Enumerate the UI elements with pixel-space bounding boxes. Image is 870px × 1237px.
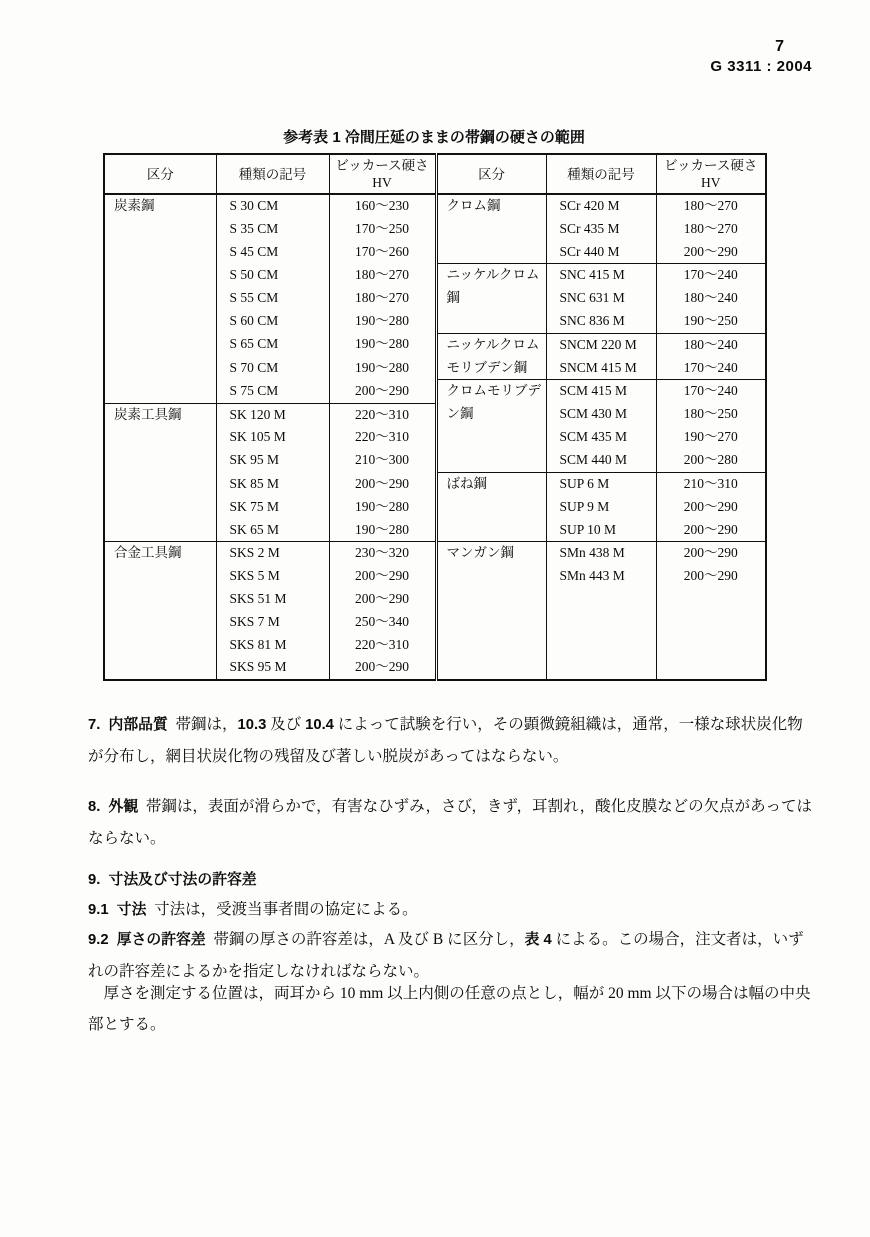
symbol-cell: SKS 81 M — [216, 634, 329, 657]
category-cell: ニッケルクロムモリブデン鋼 — [436, 333, 546, 380]
hardness-cell: 180〜270 — [656, 218, 766, 241]
hardness-cell: 160〜230 — [329, 194, 436, 218]
hardness-cell: 200〜290 — [656, 496, 766, 519]
symbol-cell: SKS 51 M — [216, 588, 329, 611]
symbol-cell: SCM 435 M — [546, 426, 656, 449]
hardness-cell: 200〜290 — [329, 565, 436, 588]
symbol-cell: S 70 CM — [216, 357, 329, 380]
category-cell: クロム鋼 — [436, 194, 546, 264]
symbol-cell: SCr 435 M — [546, 218, 656, 241]
symbol-cell: SUP 6 M — [546, 473, 656, 496]
text-run: 10.4 — [305, 717, 334, 733]
symbol-cell: S 30 CM — [216, 194, 329, 218]
section-9-heading — [88, 864, 818, 896]
hardness-cell: 210〜300 — [329, 449, 436, 472]
text-run: 9.1 寸法 — [88, 902, 147, 918]
text-run: 10.3 — [237, 717, 267, 733]
table-row — [104, 542, 766, 565]
text-run: 9. 寸法及び寸法の許容差 — [88, 872, 257, 888]
section-8-appearance — [88, 791, 818, 854]
symbol-cell: SK 95 M — [216, 449, 329, 472]
hardness-cell: 200〜290 — [329, 473, 436, 496]
text-run: 9.2 厚さの許容差 — [88, 932, 206, 948]
symbol-cell: SK 120 M — [216, 403, 329, 426]
text-run: 帯鋼は， — [167, 716, 238, 733]
section-9-1-dimensions — [88, 894, 818, 926]
hardness-cell — [656, 611, 766, 634]
table-row — [104, 194, 766, 218]
text-run: 8. 外観 — [88, 799, 139, 815]
header-hardness-line: ビッカース硬さ — [335, 158, 429, 173]
category-cell: 炭素工具鋼 — [104, 403, 216, 542]
symbol-cell: SCr 420 M — [546, 194, 656, 218]
symbol-cell: SK 65 M — [216, 519, 329, 542]
header-hardness — [329, 154, 436, 194]
hardness-cell — [656, 588, 766, 611]
hardness-cell: 220〜310 — [329, 634, 436, 657]
hardness-cell: 220〜310 — [329, 403, 436, 426]
hardness-cell: 190〜280 — [329, 310, 436, 333]
hardness-cell: 170〜240 — [656, 380, 766, 403]
hardness-cell: 170〜240 — [656, 357, 766, 380]
section-7-internal-quality — [88, 709, 818, 772]
hardness-cell: 180〜240 — [656, 287, 766, 310]
hardness-cell: 250〜340 — [329, 611, 436, 634]
header-hardness-line: ビッカース硬さ — [664, 158, 758, 173]
table-header-row — [104, 154, 766, 194]
header-category: 区分 — [104, 154, 216, 194]
symbol-cell: SCM 440 M — [546, 449, 656, 472]
text-run: によって試験を行い，その顕微鏡組織は，通常，一様な球状炭化物が分布し，網目状炭化物の残留及び著しい脱炭があってはならない。 — [88, 716, 803, 765]
hardness-cell: 200〜290 — [656, 565, 766, 588]
hardness-cell: 180〜240 — [656, 333, 766, 356]
symbol-cell: SUP 9 M — [546, 496, 656, 519]
hardness-cell: 200〜290 — [329, 656, 436, 680]
symbol-cell: SNC 836 M — [546, 310, 656, 333]
header-hardness-line: HV — [701, 175, 721, 190]
hardness-cell: 190〜280 — [329, 357, 436, 380]
symbol-cell: SK 85 M — [216, 473, 329, 496]
symbol-cell: S 45 CM — [216, 241, 329, 264]
symbol-cell — [546, 588, 656, 611]
header-hardness — [656, 154, 766, 194]
page-header — [710, 38, 812, 78]
symbol-cell: S 50 CM — [216, 264, 329, 287]
hardness-cell: 200〜290 — [656, 241, 766, 264]
symbol-cell: SCM 415 M — [546, 380, 656, 403]
symbol-cell: SK 105 M — [216, 426, 329, 449]
hardness-cell: 190〜270 — [656, 426, 766, 449]
hardness-cell: 200〜290 — [329, 380, 436, 403]
hardness-cell: 170〜250 — [329, 218, 436, 241]
symbol-cell: S 55 CM — [216, 287, 329, 310]
hardness-cell: 190〜280 — [329, 333, 436, 356]
symbol-cell: SNCM 415 M — [546, 357, 656, 380]
hardness-cell: 210〜310 — [656, 473, 766, 496]
symbol-cell: SKS 5 M — [216, 565, 329, 588]
text-run: 厚さを測定する位置は，両耳から 10 mm 以上内側の任意の点とし，幅が 20 mm 以下の場合は幅の中央部とする。 — [88, 985, 811, 1033]
symbol-cell: S 60 CM — [216, 310, 329, 333]
text-run: 表 4 — [524, 932, 552, 948]
symbol-cell: SNCM 220 M — [546, 333, 656, 356]
hardness-cell: 170〜260 — [329, 241, 436, 264]
hardness-cell — [656, 634, 766, 657]
symbol-cell — [546, 656, 656, 680]
category-cell: 合金工具鋼 — [104, 542, 216, 680]
symbol-cell: SKS 7 M — [216, 611, 329, 634]
hardness-cell: 200〜290 — [656, 542, 766, 565]
symbol-cell: SNC 415 M — [546, 264, 656, 287]
symbol-cell — [546, 634, 656, 657]
hardness-cell: 200〜290 — [329, 588, 436, 611]
text-run: 帯鋼の厚さの許容差は，A 及び B に区分し， — [205, 931, 525, 948]
header-symbol: 種類の記号 — [216, 154, 329, 194]
category-cell: ばね鋼 — [436, 473, 546, 542]
symbol-cell: SNC 631 M — [546, 287, 656, 310]
text-run: 7. 内部品質 — [88, 717, 168, 733]
hardness-cell — [656, 656, 766, 680]
hardness-cell: 170〜240 — [656, 264, 766, 287]
page-number: 7 — [775, 38, 784, 55]
hardness-cell: 220〜310 — [329, 426, 436, 449]
hardness-cell: 180〜270 — [329, 264, 436, 287]
text-run: 寸法は，受渡当事者間の協定による。 — [146, 901, 418, 918]
category-cell: クロムモリブデン鋼 — [436, 380, 546, 473]
symbol-cell: SCM 430 M — [546, 403, 656, 426]
symbol-cell: SCr 440 M — [546, 241, 656, 264]
hardness-cell: 190〜280 — [329, 496, 436, 519]
hardness-cell: 180〜250 — [656, 403, 766, 426]
hardness-table — [103, 153, 767, 681]
header-hardness-line: HV — [372, 175, 392, 190]
table-title: 参考表 1 冷間圧延のままの帯鋼の硬さの範囲 — [283, 129, 585, 146]
hardness-cell: 190〜250 — [656, 310, 766, 333]
hardness-cell: 230〜320 — [329, 542, 436, 565]
text-run: 帯鋼は，表面が滑らかで，有害なひずみ，さび，きず，耳割れ，酸化皮膜などの欠点があってはならない。 — [88, 798, 812, 847]
category-cell: ニッケルクロム鋼 — [436, 264, 546, 333]
symbol-cell: SUP 10 M — [546, 519, 656, 542]
header-category: 区分 — [436, 154, 546, 194]
symbol-cell: S 75 CM — [216, 380, 329, 403]
symbol-cell: SKS 2 M — [216, 542, 329, 565]
hardness-cell: 180〜270 — [329, 287, 436, 310]
symbol-cell: SMn 443 M — [546, 565, 656, 588]
header-symbol: 種類の記号 — [546, 154, 656, 194]
symbol-cell — [546, 611, 656, 634]
hardness-cell: 180〜270 — [656, 194, 766, 218]
text-run: による。この場合，注文者は，いずれの許容差によるかを指定しなければならない。 — [88, 931, 804, 980]
hardness-cell: 200〜290 — [656, 519, 766, 542]
symbol-cell: S 65 CM — [216, 333, 329, 356]
symbol-cell: SKS 95 M — [216, 656, 329, 680]
text-run: 及び — [266, 716, 306, 733]
symbol-cell: S 35 CM — [216, 218, 329, 241]
symbol-cell: SMn 438 M — [546, 542, 656, 565]
section-9-2-measuring-position — [88, 978, 818, 1040]
standard-code: G 3311 : 2004 — [710, 58, 812, 75]
hardness-cell: 200〜280 — [656, 449, 766, 472]
category-cell: マンガン鋼 — [436, 542, 546, 680]
table-row — [104, 403, 766, 426]
hardness-cell: 190〜280 — [329, 519, 436, 542]
symbol-cell: SK 75 M — [216, 496, 329, 519]
category-cell: 炭素鋼 — [104, 194, 216, 403]
